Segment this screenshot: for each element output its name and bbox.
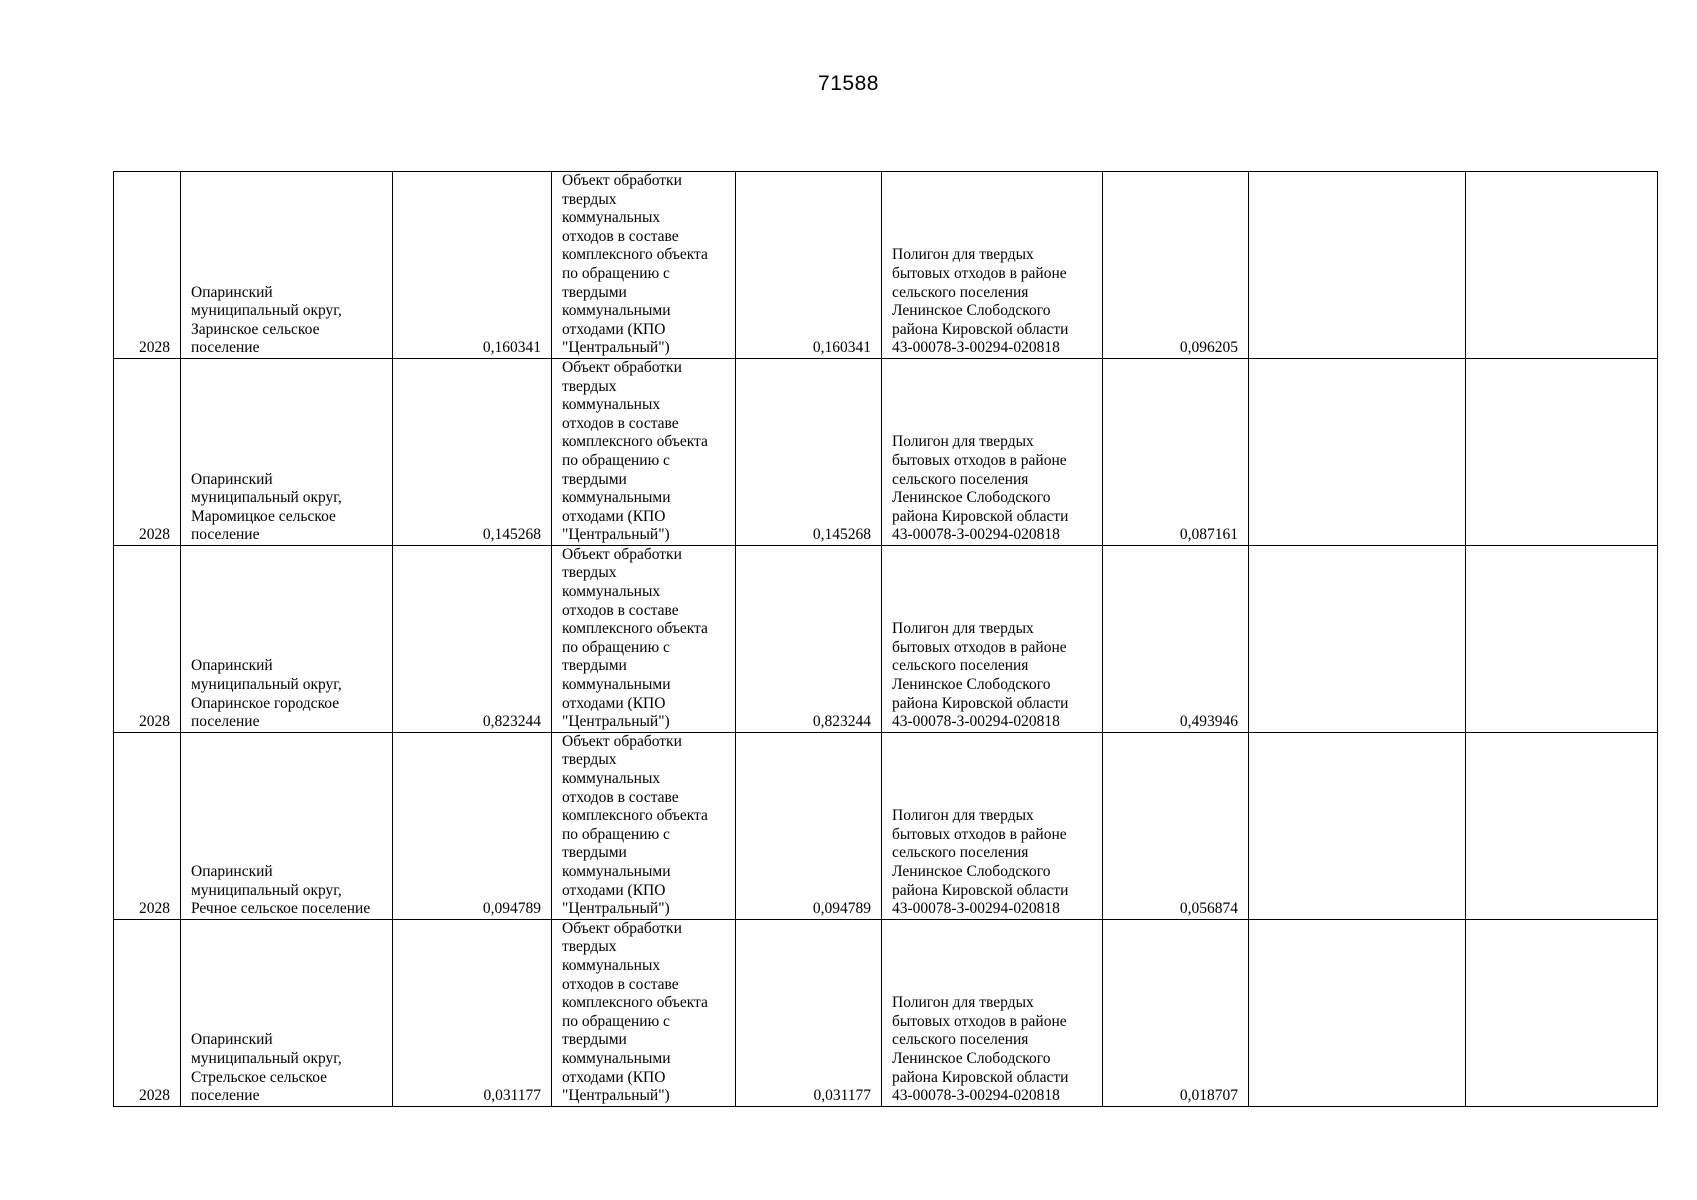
table-body <box>114 172 1658 1107</box>
landfill-cell: Полигон для твердых бытовых отходов в районе сельского поселения Ленинское Слободского района Кировской области 43-00078-З-00294-020818 <box>882 919 1103 1106</box>
processing-object-cell: Объект обработки твердых коммунальных отходов в составе комплексного объекта по обращению с твердыми коммунальными отходами (КПО "Центральный") <box>552 172 736 359</box>
empty-cell <box>1466 545 1658 732</box>
year-cell: 2028 <box>114 919 181 1106</box>
empty-cell <box>1466 172 1658 359</box>
volume-landfilled-cell: 0,056874 <box>1103 732 1249 919</box>
volume-generated-cell: 0,823244 <box>393 545 552 732</box>
volume-generated-cell: 0,145268 <box>393 358 552 545</box>
year-cell: 2028 <box>114 358 181 545</box>
volume-generated-cell: 0,031177 <box>393 919 552 1106</box>
processing-object-cell: Объект обработки твердых коммунальных отходов в составе комплексного объекта по обращению с твердыми коммунальными отходами (КПО "Центральный") <box>552 732 736 919</box>
empty-cell <box>1466 358 1658 545</box>
volume-processed-cell: 0,094789 <box>736 732 882 919</box>
empty-cell <box>1249 172 1466 359</box>
landfill-cell: Полигон для твердых бытовых отходов в районе сельского поселения Ленинское Слободского района Кировской области 43-00078-З-00294-020818 <box>882 358 1103 545</box>
waste-flow-table <box>113 171 1658 1107</box>
volume-processed-cell: 0,823244 <box>736 545 882 732</box>
empty-cell <box>1249 732 1466 919</box>
volume-generated-cell: 0,160341 <box>393 172 552 359</box>
processing-object-cell: Объект обработки твердых коммунальных отходов в составе комплексного объекта по обращению с твердыми коммунальными отходами (КПО "Центральный") <box>552 358 736 545</box>
empty-cell <box>1466 732 1658 919</box>
volume-processed-cell: 0,160341 <box>736 172 882 359</box>
volume-landfilled-cell: 0,087161 <box>1103 358 1249 545</box>
volume-landfilled-cell: 0,096205 <box>1103 172 1249 359</box>
page-number: 71588 <box>818 72 879 95</box>
processing-object-cell: Объект обработки твердых коммунальных отходов в составе комплексного объекта по обращению с твердыми коммунальными отходами (КПО "Центральный") <box>552 545 736 732</box>
volume-landfilled-cell: 0,018707 <box>1103 919 1249 1106</box>
volume-generated-cell: 0,094789 <box>393 732 552 919</box>
territory-cell: Опаринский муниципальный округ, Опаринское городское поселение <box>181 545 393 732</box>
landfill-cell: Полигон для твердых бытовых отходов в районе сельского поселения Ленинское Слободского района Кировской области 43-00078-З-00294-020818 <box>882 172 1103 359</box>
table-row <box>114 919 1658 1106</box>
empty-cell <box>1466 919 1658 1106</box>
year-cell: 2028 <box>114 545 181 732</box>
landfill-cell: Полигон для твердых бытовых отходов в районе сельского поселения Ленинское Слободского района Кировской области 43-00078-З-00294-020818 <box>882 545 1103 732</box>
volume-landfilled-cell: 0,493946 <box>1103 545 1249 732</box>
territory-cell: Опаринский муниципальный округ, Речное сельское поселение <box>181 732 393 919</box>
landfill-cell: Полигон для твердых бытовых отходов в районе сельского поселения Ленинское Слободского района Кировской области 43-00078-З-00294-020818 <box>882 732 1103 919</box>
year-cell: 2028 <box>114 732 181 919</box>
table-row <box>114 732 1658 919</box>
territory-cell: Опаринский муниципальный округ, Заринское сельское поселение <box>181 172 393 359</box>
table-row <box>114 172 1658 359</box>
processing-object-cell: Объект обработки твердых коммунальных отходов в составе комплексного объекта по обращению с твердыми коммунальными отходами (КПО "Центральный") <box>552 919 736 1106</box>
empty-cell <box>1249 545 1466 732</box>
empty-cell <box>1249 358 1466 545</box>
territory-cell: Опаринский муниципальный округ, Маромицкое сельское поселение <box>181 358 393 545</box>
volume-processed-cell: 0,031177 <box>736 919 882 1106</box>
table-row <box>114 358 1658 545</box>
territory-cell: Опаринский муниципальный округ, Стрельское сельское поселение <box>181 919 393 1106</box>
volume-processed-cell: 0,145268 <box>736 358 882 545</box>
year-cell: 2028 <box>114 172 181 359</box>
empty-cell <box>1249 919 1466 1106</box>
table-row <box>114 545 1658 732</box>
